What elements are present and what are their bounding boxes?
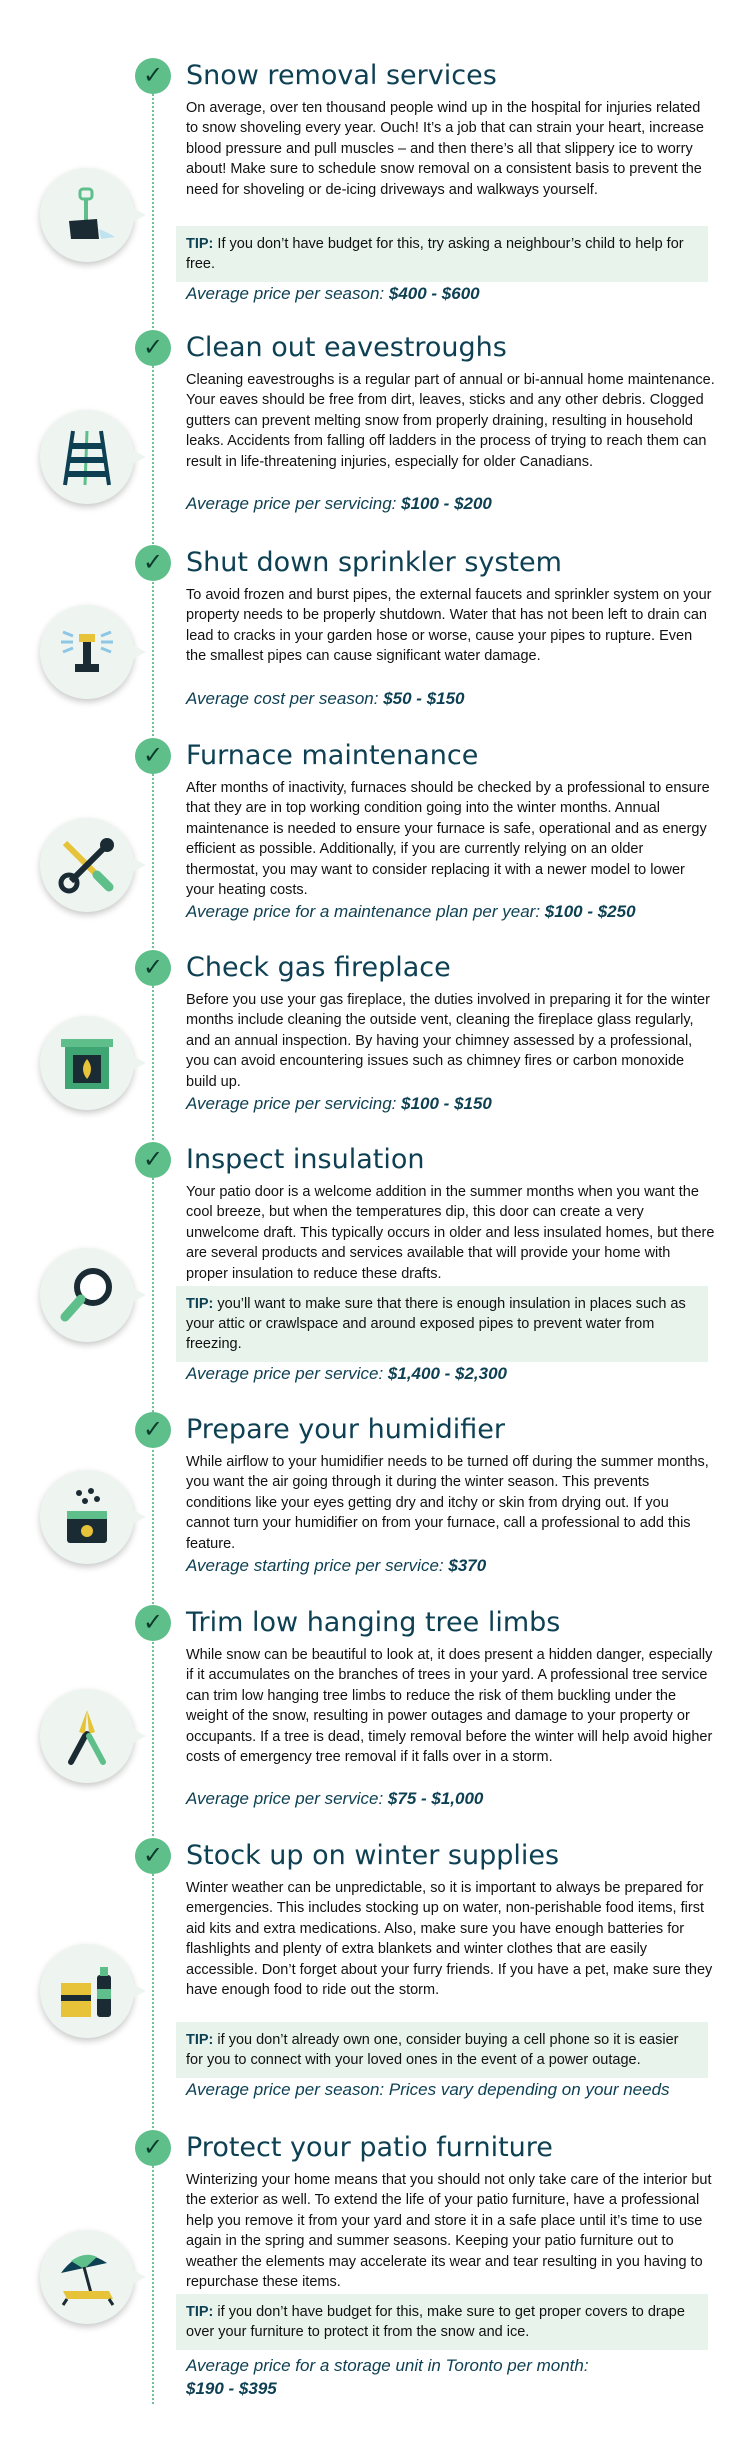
- item-description: While snow can be beautiful to look at, it does present a hidden danger, especially if it accumulates on the branches of trees in your yard. A professional tree service can trim low hanging tree limbs to reduce the risk of them buckling under the weight of the snow, resulting in power outages and damage to your property or occupants. If a tree is dead, timely removal before the winter will help avoid higher costs of emergency tree removal if it falls over in a storm.: [186, 1647, 713, 1766]
- item-title: Prepare your humidifier: [186, 1414, 505, 1445]
- price-label: Average starting price per service:: [186, 1556, 444, 1575]
- price-label: Average price per servicing:: [186, 1094, 397, 1113]
- check-icon: ✓: [135, 1412, 171, 1448]
- tip-text: If you don’t have budget for this, try asking a neighbour’s child to help for free.: [186, 236, 684, 272]
- price-value: $100 - $250: [544, 902, 636, 921]
- tip-text: you’ll want to make sure that there is enough insulation in places such as your attic or crawlspace and around exposed pipes to prevent water from freezing.: [186, 1296, 686, 1352]
- price-label: Average price per season:: [186, 284, 385, 303]
- fireplace-icon: [57, 1033, 117, 1093]
- price-label: Average price for a storage unit in Toronto per month:: [186, 2356, 589, 2375]
- item-title: Protect your patio furniture: [186, 2132, 553, 2163]
- item-title: Snow removal services: [186, 60, 497, 91]
- item-title: Furnace maintenance: [186, 740, 479, 771]
- check-icon: ✓: [135, 1142, 171, 1178]
- price-line: [186, 1787, 726, 1810]
- price-line: [186, 1362, 726, 1385]
- item-description: Your patio door is a welcome addition in the summer months when you want the cool breeze, but when the temperatures dip, this door can create a very unwelcome draft. This typically occurs in older and less insulated homes, but there are several products and services available that will provide your home with proper insulation to reduce these drafts.: [186, 1184, 715, 1282]
- wrench-screwdriver-icon: [57, 835, 117, 895]
- item-description: Winter weather can be unpredictable, so it is important to always be prepared for emergencies. This includes stocking up on water, non-perishable food items, first aid kits and extra medications. Also, make sure you have enough batteries for flashlights and plenty of extra blankets and winter clothes that are easily accessible. Don’t forget about your furry friends. If you have a pet, make sure they have enough food to ride out the storm.: [186, 1880, 713, 1999]
- tip-box: [176, 2022, 708, 2078]
- icon-bubble: [40, 1016, 134, 1110]
- price-label: Average price per service:: [186, 1789, 384, 1808]
- tip-text: if you don’t have budget for this, make sure to get proper covers to drape over your furniture to protect it from the snow and ice.: [186, 2304, 685, 2340]
- price-value: $75 - $1,000: [387, 1789, 484, 1808]
- price-value: $400 - $600: [388, 284, 480, 303]
- item-description: Before you use your gas fireplace, the duties involved in preparing it for the winter months include cleaning the outside vent, cleaning the fireplace glass regularly, and an annual inspection. By having your chimney assessed by a professional, you can avoid encountering issues such as chimney fires or carbon monoxide build up.: [186, 992, 710, 1090]
- price-value: $190 - $395: [186, 2379, 277, 2398]
- item-title: Trim low hanging tree limbs: [186, 1607, 561, 1638]
- tip-label: TIP:: [186, 236, 214, 252]
- item-description: On average, over ten thousand people wind up in the hospital for injuries related to snow shoveling every year. Ouch! It’s a job that can strain your heart, increase blood pressure and pull muscles – and then there’s all that slippery ice to worry about! Make sure to schedule snow removal on a consistent basis to prevent the need for shoveling or de-icing driveways and walkways yourself.: [186, 100, 704, 198]
- price-line: [186, 1554, 726, 1577]
- tip-box: [176, 226, 708, 282]
- check-icon: ✓: [135, 738, 171, 774]
- price-label: Average price per service:: [186, 1364, 384, 1383]
- icon-bubble: [40, 1248, 134, 1342]
- supplies-icon: [57, 1961, 117, 2021]
- price-label: Average price per servicing:: [186, 494, 397, 513]
- item-description: To avoid frozen and burst pipes, the external faucets and sprinkler system on your property needs to be properly shutdown. Water that has not been left to drain can lead to cracks in your garden hose or worse, cause your pipes to rupture. Even the smallest pipes can cause significant water damage.: [186, 587, 712, 665]
- item-description: Winterizing your home means that you should not only take care of the interior but the exterior as well. To extend the life of your patio furniture, have a professional help you remove it from your yard and store it in a safe place until it’s time to use again in the spring and summer seasons. Keeping your patio furniture out to weather the elements may accelerate its wear and tear resulting in you having to repurchase these items.: [186, 2172, 712, 2291]
- check-icon: ✓: [135, 2130, 171, 2166]
- price-value: $100 - $200: [401, 494, 492, 513]
- sprinkler-icon: [57, 622, 117, 682]
- humidifier-icon: [57, 1487, 117, 1547]
- magnifying-glass-icon: [57, 1265, 117, 1325]
- tip-label: TIP:: [186, 2304, 214, 2320]
- check-icon: ✓: [135, 330, 171, 366]
- price-line: [186, 492, 726, 515]
- price-label: Average price per season:: [186, 2080, 385, 2099]
- price-label: Average price for a maintenance plan per year:: [186, 902, 541, 921]
- price-value: $370: [448, 1556, 487, 1575]
- ladder-icon: [57, 427, 117, 487]
- price-line: [186, 2354, 726, 2400]
- tip-box: [176, 2294, 708, 2350]
- icon-bubble: [40, 410, 134, 504]
- item-description: While airflow to your humidifier needs to be turned off during the summer months, you want the air going through it during the winter season. This prevents conditions like your eyes getting dry and itchy or skin from drying out. If you cannot turn your humidifier on from your furnace, call a professional to add this feature.: [186, 1454, 709, 1552]
- check-icon: ✓: [135, 950, 171, 986]
- item-title: Shut down sprinkler system: [186, 547, 562, 578]
- icon-bubble: [40, 168, 134, 262]
- item-description: Cleaning eavestroughs is a regular part of annual or bi-annual home maintenance. Your eaves should be free from dirt, leaves, sticks and any other debris. Clogged gutters can prevent melting snow from properly draining, resulting in household leaks. Accidents from falling off ladders in the process of trying to reach them can result in life-threatening injuries, especially for older Canadians.: [186, 372, 715, 470]
- price-line: [186, 900, 726, 923]
- check-icon: ✓: [135, 1605, 171, 1641]
- price-line: [186, 282, 726, 305]
- icon-bubble: [40, 605, 134, 699]
- item-title: Stock up on winter supplies: [186, 1840, 560, 1871]
- item-title: Check gas fireplace: [186, 952, 451, 983]
- price-value: Prices vary depending on your needs: [388, 2080, 670, 2099]
- tip-box: [176, 1286, 708, 1362]
- icon-bubble: [40, 1944, 134, 2038]
- check-icon: ✓: [135, 545, 171, 581]
- icon-bubble: [40, 2230, 134, 2324]
- price-line: [186, 687, 726, 710]
- icon-bubble: [40, 818, 134, 912]
- price-value: $100 - $150: [401, 1094, 492, 1113]
- patio-umbrella-icon: [57, 2247, 117, 2307]
- tip-label: TIP:: [186, 2032, 214, 2048]
- icon-bubble: [40, 1689, 134, 1783]
- price-value: $1,400 - $2,300: [387, 1364, 508, 1383]
- icon-bubble: [40, 1470, 134, 1564]
- check-icon: ✓: [135, 1838, 171, 1874]
- snow-shovel-icon: [57, 185, 117, 245]
- item-description: After months of inactivity, furnaces should be checked by a professional to ensure that they are in top working condition going into the winter months. Annual maintenance is needed to ensure your furnace is safe, operational and as energy efficient as possible. Additionally, if you are currently relying on an older thermostat, you may want to consider replacing it with a newer model to lower your heating costs.: [186, 780, 710, 899]
- pruning-shears-icon: [57, 1706, 117, 1766]
- item-title: Clean out eavestroughs: [186, 332, 507, 363]
- price-label: Average cost per season:: [186, 689, 379, 708]
- check-icon: ✓: [135, 58, 171, 94]
- tip-label: TIP:: [186, 1296, 214, 1312]
- timeline-line: [152, 74, 154, 2404]
- price-line: [186, 1092, 726, 1115]
- item-title: Inspect insulation: [186, 1144, 425, 1175]
- tip-text: if you don’t already own one, consider buying a cell phone so it is easier for you to connect with your loved ones in the event of a power outage.: [186, 2032, 679, 2068]
- price-value: $50 - $150: [383, 689, 465, 708]
- price-line: [186, 2078, 726, 2101]
